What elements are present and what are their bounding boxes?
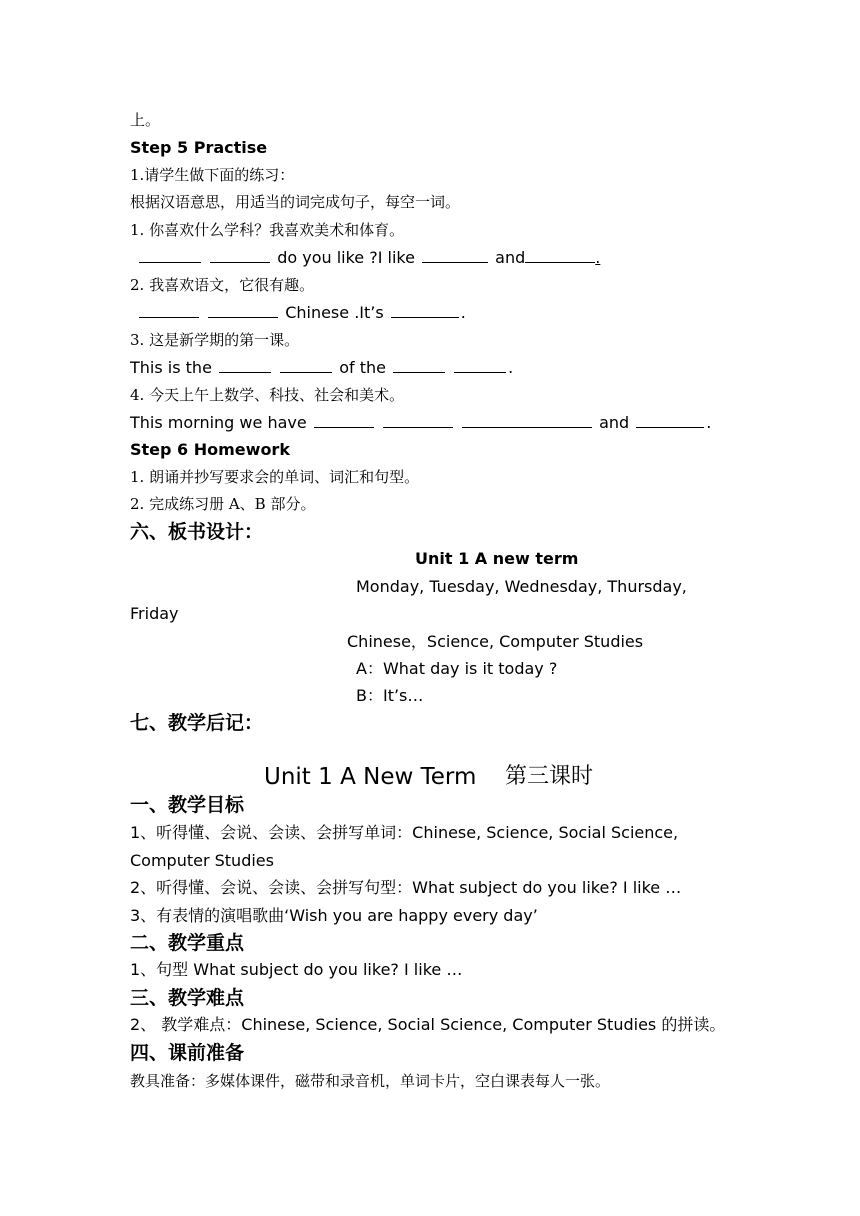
answer-blank[interactable] xyxy=(462,413,592,428)
question-2-english xyxy=(137,303,466,323)
goal-item: 3、有表情的演唱歌曲‘Wish you are happy every day’ xyxy=(130,906,538,925)
answer-blank[interactable] xyxy=(383,413,453,428)
question-1-chinese: 1. 你喜欢什么学科？我喜欢美术和体育。 xyxy=(130,221,405,239)
answer-blank[interactable] xyxy=(314,413,374,428)
question-4-english xyxy=(130,413,711,433)
answer-blank[interactable] xyxy=(391,303,459,318)
goals-heading: 一、教学目标 xyxy=(130,794,245,816)
question-text: and xyxy=(495,248,526,267)
question-text: . xyxy=(595,248,601,267)
question-1-english xyxy=(137,248,600,268)
question-text: do you like ?I like xyxy=(277,248,415,267)
question-4-chinese: 4. 今天上午上数学、科技、社会和美术。 xyxy=(130,386,405,404)
difficulty-item: 2、 教学难点：Chinese, Science, Social Science, Computer Studies 的拼读。 xyxy=(130,1015,726,1034)
question-text: This morning we have xyxy=(130,413,307,432)
board-question: A：What day is it today ? xyxy=(356,659,558,678)
preparation-heading: 四、课前准备 xyxy=(130,1042,245,1064)
answer-blank[interactable] xyxy=(636,413,704,428)
key-point-item: 1、句型 What subject do you like? I like … xyxy=(130,960,463,979)
step6-heading: Step 6 Homework xyxy=(130,440,290,459)
answer-blank[interactable] xyxy=(139,248,201,263)
difficulties-heading: 三、教学难点 xyxy=(130,987,245,1009)
step5-subinstruction: 根据汉语意思，用适当的词完成句子，每空一词。 xyxy=(130,193,461,211)
board-title: Unit 1 A new term xyxy=(415,549,579,568)
answer-blank[interactable] xyxy=(139,303,199,318)
board-friday: Friday xyxy=(130,604,179,623)
question-text: and xyxy=(599,413,630,432)
answer-blank[interactable] xyxy=(525,248,595,263)
answer-blank[interactable] xyxy=(219,358,271,373)
lesson-period: 第三课时 xyxy=(505,764,594,789)
board-design-heading: 六、板书设计： xyxy=(130,521,264,543)
answer-blank[interactable] xyxy=(393,358,445,373)
postscript-heading: 七、教学后记： xyxy=(130,712,264,734)
step5-heading: Step 5 Practise xyxy=(130,138,268,157)
question-text: . xyxy=(460,303,466,322)
answer-blank[interactable] xyxy=(280,358,332,373)
board-answer: B：It’s… xyxy=(356,686,424,705)
answer-blank[interactable] xyxy=(208,303,278,318)
step5-instruction: 1.请学生做下面的练习： xyxy=(130,166,295,184)
question-text: of the xyxy=(339,358,386,377)
question-2-chinese: 2. 我喜欢语文，它很有趣。 xyxy=(130,276,315,294)
question-text: . xyxy=(508,358,514,377)
board-subjects: Chinese，Science, Computer Studies xyxy=(347,632,644,651)
question-text: . xyxy=(706,413,712,432)
question-text: This is the xyxy=(130,358,212,377)
goal-item: 1、听得懂、会说、会读、会拼写单词：Chinese, Science, Social Science, xyxy=(130,823,679,842)
answer-blank[interactable] xyxy=(422,248,488,263)
answer-blank[interactable] xyxy=(210,248,270,263)
lesson-title: Unit 1 A New Term xyxy=(264,764,477,790)
question-text: Chinese .It’s xyxy=(285,303,384,322)
top-fragment: 上。 xyxy=(130,111,161,129)
goal-item-continued: Computer Studies xyxy=(130,851,274,870)
preparation-item: 教具准备：多媒体课件，磁带和录音机，单词卡片，空白课表每人一张。 xyxy=(130,1072,611,1090)
answer-blank[interactable] xyxy=(454,358,506,373)
board-days: Monday, Tuesday, Wednesday, Thursday, xyxy=(356,577,687,596)
question-3-chinese: 3. 这是新学期的第一课。 xyxy=(130,331,300,349)
key-points-heading: 二、教学重点 xyxy=(130,932,245,954)
goal-item: 2、听得懂、会说、会读、会拼写句型：What subject do you like? I like … xyxy=(130,878,682,897)
homework-item: 1. 朗诵并抄写要求会的单词、词汇和句型。 xyxy=(130,468,420,486)
question-3-english xyxy=(130,358,513,378)
homework-item: 2. 完成练习册 A、B 部分。 xyxy=(130,495,316,513)
